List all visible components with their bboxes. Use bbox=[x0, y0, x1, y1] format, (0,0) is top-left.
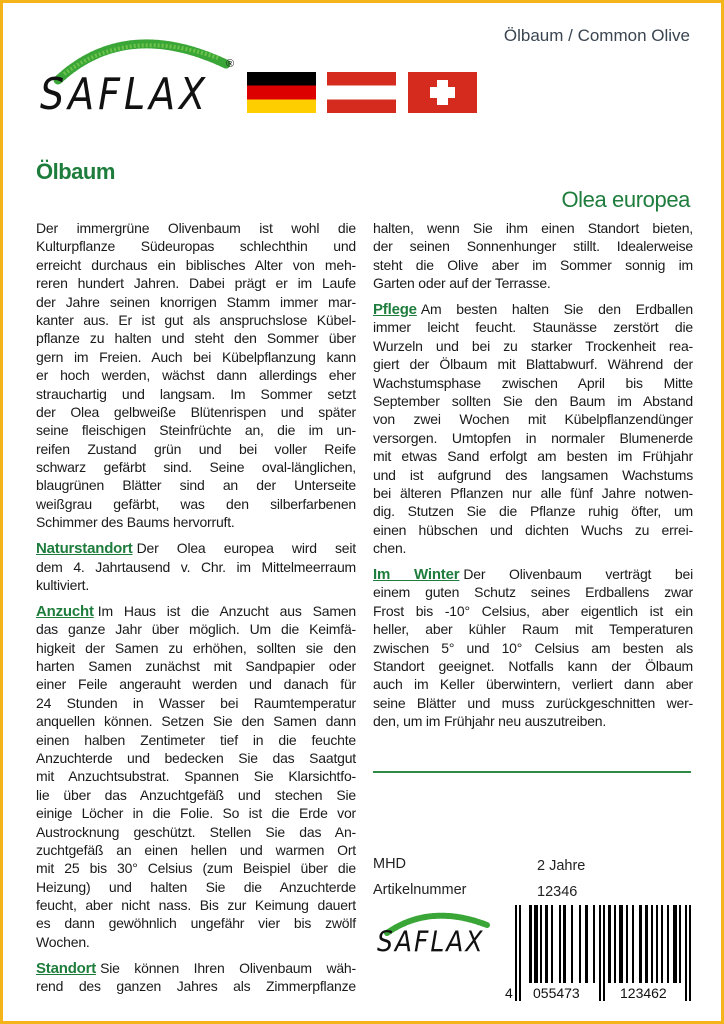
text-line bbox=[36, 859, 356, 877]
line-text: schwarz gefärbt sind. Seine oval-länglichen, bbox=[36, 459, 356, 476]
line-text: von zwei Wochen mit Kübelpflanzendünger bbox=[373, 411, 693, 428]
barcode-bar bbox=[545, 905, 548, 983]
text-line bbox=[36, 576, 356, 594]
text-line bbox=[36, 767, 356, 785]
line-text: Im Haus ist die Anzucht aus Samen bbox=[97, 602, 356, 619]
line-text: weißgrau gefärbt, was den silberfarbenen bbox=[36, 495, 356, 512]
switzerland-flag-icon bbox=[408, 72, 477, 113]
text-line bbox=[36, 657, 356, 675]
line-text: einige Löcher in die Folie. So ist die Erde vor bbox=[36, 805, 356, 822]
austria-flag-icon bbox=[327, 72, 396, 113]
line-text: pflanze zu halten und steht den Sommer über bbox=[36, 330, 356, 347]
text-line bbox=[36, 878, 356, 896]
text-line bbox=[36, 495, 356, 513]
text-line bbox=[373, 602, 693, 620]
text-line bbox=[373, 410, 693, 428]
text-line bbox=[36, 914, 356, 932]
line-text: higkeit der Samen zu erhöhen, sollten sie den bbox=[36, 639, 356, 656]
line-text: Kulturpflanze Südeuropas schlechthin und bbox=[36, 238, 356, 255]
line-text: immer leicht feucht. Staunässe zerstört die bbox=[373, 319, 693, 336]
line-text: Wochen. bbox=[36, 933, 90, 950]
line-text: Der Olivenbaum verträgt bei bbox=[463, 566, 693, 583]
text-line bbox=[36, 403, 356, 421]
mhd-label: MHD bbox=[373, 856, 407, 872]
line-text: Wurzeln und bei zu starker Trockenheit rea- bbox=[373, 337, 693, 354]
line-text: seine fleischigen Steinfrüchte an, die im un- bbox=[36, 422, 356, 439]
line-text: halten, wenn Sie ihm einen Standort bieten, bbox=[373, 220, 693, 236]
barcode-bar bbox=[529, 905, 532, 983]
text-line bbox=[36, 749, 356, 767]
barcode-first-digit: 4 bbox=[505, 985, 513, 1001]
section-pflege bbox=[373, 300, 693, 557]
line-text: Garten oder auf der Terrasse. bbox=[373, 275, 551, 292]
text-line bbox=[373, 355, 693, 373]
barcode-bar bbox=[540, 905, 542, 983]
line-text: steht die Olive aber im Sommer sonnig im bbox=[373, 256, 693, 273]
line-text: reifen Zustand grün und bei voller Reife bbox=[36, 440, 356, 457]
line-text: und ist aufgrund des langsamen Wachstums bbox=[373, 466, 693, 483]
text-line bbox=[36, 329, 356, 347]
line-text: mit Anzuchtsubstrat. Spannen Sie Klarsichtfo- bbox=[36, 768, 356, 785]
right-column bbox=[373, 219, 693, 738]
text-line bbox=[373, 447, 693, 465]
line-text: Austrocknung geschützt. Stellen Sie das An- bbox=[36, 823, 356, 840]
section-intro bbox=[36, 219, 356, 532]
barcode-bar bbox=[673, 905, 677, 983]
text-line bbox=[36, 558, 356, 576]
text-line bbox=[373, 374, 693, 392]
line-text: dig. Stutzen Sie die Pflanze ruhig öfter, um bbox=[373, 503, 693, 520]
text-line bbox=[36, 602, 356, 620]
text-line bbox=[36, 311, 356, 329]
line-text: Heizung) und halten Sie die Anzuchterde bbox=[36, 878, 356, 895]
barcode-bar bbox=[579, 905, 581, 983]
barcode-bar bbox=[656, 905, 658, 983]
text-line bbox=[36, 675, 356, 693]
barcode-bar bbox=[593, 905, 595, 983]
text-line bbox=[36, 841, 356, 859]
text-line bbox=[36, 823, 356, 841]
text-line bbox=[373, 318, 693, 336]
text-line bbox=[36, 804, 356, 822]
text-line bbox=[373, 565, 693, 583]
line-text: erreicht durchaus ein biblisches Alter von meh- bbox=[36, 256, 356, 273]
barcode-bar bbox=[689, 905, 691, 1001]
barcode-bar bbox=[559, 905, 561, 983]
barcode-bar bbox=[585, 905, 588, 983]
text-line bbox=[373, 675, 693, 693]
barcode-bar bbox=[685, 905, 687, 1001]
text-line bbox=[36, 513, 356, 531]
text-line bbox=[373, 237, 693, 255]
line-text: einem guten Schutz seines Erdballens zwar bbox=[373, 584, 693, 601]
text-line bbox=[36, 786, 356, 804]
article-value: 12346 bbox=[537, 884, 578, 900]
text-line bbox=[36, 458, 356, 476]
line-text: bei älteren Pflanzen nur alle fünf Jahre notwen- bbox=[373, 484, 693, 501]
text-line bbox=[36, 348, 356, 366]
line-text: feucht, aber nicht nass. Bis zur Keimung dauert bbox=[36, 897, 356, 914]
line-text: seine Blätter und muss zurückgeschnitten wer- bbox=[373, 694, 693, 711]
line-text: der Olea gelbweiße Blütenrispen und später bbox=[36, 403, 356, 420]
text-line bbox=[373, 657, 693, 675]
line-text: mit 25 bis 30° Celsius (zum Beispiel über die bbox=[36, 860, 356, 877]
text-line bbox=[36, 366, 356, 384]
barcode-bar bbox=[608, 905, 611, 983]
barcode-bar bbox=[661, 905, 663, 983]
line-text: er hoch werden, wächst dann allerdings eher bbox=[36, 367, 356, 384]
text-line bbox=[36, 385, 356, 403]
brand-wordmark: SAFLAX bbox=[40, 68, 210, 120]
text-line bbox=[373, 300, 693, 318]
line-text: lie über das Anzuchtgefäß und stechen Sie bbox=[36, 786, 356, 803]
line-text: gern im Freien. Auch bei Kübelpflanzung kann bbox=[36, 348, 356, 365]
barcode-bar bbox=[651, 905, 653, 983]
line-text: Der Olea europea wird seit bbox=[136, 540, 356, 557]
text-line bbox=[373, 429, 693, 447]
text-line bbox=[36, 977, 356, 995]
text-line bbox=[373, 484, 693, 502]
text-line bbox=[373, 337, 693, 355]
barcode-bar bbox=[619, 905, 623, 983]
section-standort bbox=[36, 959, 356, 996]
line-text: einen hübschen und dichten Wuchs zu errei- bbox=[373, 521, 693, 538]
text-line bbox=[373, 639, 693, 657]
text-line bbox=[36, 293, 356, 311]
line-text: giert der Ölbaum mit Blattabwurf. Während der bbox=[373, 356, 693, 373]
line-text: mit etwas Sand erfolgt am besten im Frühjahr bbox=[373, 448, 693, 465]
barcode-bars bbox=[515, 905, 691, 983]
barcode-bar bbox=[639, 905, 642, 983]
text-line bbox=[373, 583, 693, 601]
barcode-bar bbox=[551, 905, 553, 983]
line-text: zwischen 5° und 10° Celsius am besten als bbox=[373, 639, 693, 656]
line-text: chen. bbox=[373, 540, 407, 557]
line-text: heller, aber kühler Raum mit Temperaturen bbox=[373, 621, 693, 638]
line-text: 24 Stunden in Wasser bei Raumtemperatur bbox=[36, 694, 356, 711]
saflax-logo bbox=[36, 22, 236, 122]
germany-flag-icon bbox=[247, 72, 316, 113]
line-text: anquellen können. Setzen Sie den Samen dann bbox=[36, 713, 356, 730]
text-line bbox=[373, 521, 693, 539]
plant-name: Ölbaum bbox=[36, 159, 115, 184]
line-text: Am besten halten Sie den Erdballen bbox=[420, 301, 693, 318]
section-anzucht bbox=[36, 602, 356, 951]
section-intro bbox=[373, 219, 693, 293]
text-line bbox=[36, 440, 356, 458]
line-text: der Jahre seinen knorrigen Stamm immer mar- bbox=[36, 293, 356, 310]
barcode-bar bbox=[614, 905, 616, 983]
text-line bbox=[373, 712, 693, 730]
barcode-bar bbox=[679, 905, 681, 983]
text-line bbox=[373, 539, 693, 557]
text-line bbox=[36, 896, 356, 914]
text-line bbox=[373, 219, 693, 237]
text-line bbox=[36, 219, 356, 237]
line-text: strauchartig und langsam. Im Sommer setzt bbox=[36, 385, 356, 402]
line-text: der seinen Sonnenhunger stillt. Idealerweise bbox=[373, 238, 693, 255]
line-text: versorgen. Umtopfen in normaler Blumenerde bbox=[373, 429, 693, 446]
text-line bbox=[36, 933, 356, 951]
article-label: Artikelnummer bbox=[373, 882, 467, 898]
line-text: es dann gewöhnlich ungefähr vier bis zwölf bbox=[36, 915, 356, 932]
text-line bbox=[36, 539, 356, 557]
line-text: reren hundert Jahren. Dabei prägt er im Laufe bbox=[36, 275, 356, 292]
line-text: Wachstumsphase zwischen April bis Mitte bbox=[373, 374, 693, 391]
barcode-bar bbox=[534, 905, 538, 983]
line-text: kanter aus. Er ist gut als anspruchslose Kübel- bbox=[36, 311, 356, 328]
barcode-left-digits: 055473 bbox=[533, 985, 580, 1001]
line-text: blaugrünen Blätter sind an der Unterseite bbox=[36, 477, 356, 494]
mhd-value: 2 Jahre bbox=[537, 858, 586, 874]
line-text: Frost bis -10° Celsius, aber eigentlich ist ein bbox=[373, 602, 693, 619]
line-text: kultiviert. bbox=[36, 576, 90, 593]
barcode-bar bbox=[626, 905, 628, 983]
section-im-winter bbox=[373, 565, 693, 731]
line-text: dem 4. Jahrtausend v. Chr. im Mittelmeerraum bbox=[36, 558, 356, 575]
line-text: auch im Keller überwintern, verliert dann aber bbox=[373, 676, 693, 693]
barcode-bar bbox=[599, 905, 601, 1001]
text-line bbox=[36, 476, 356, 494]
barcode-right-digits: 123462 bbox=[620, 985, 667, 1001]
line-text: einer Feile angerauht werden und danach für bbox=[36, 676, 356, 693]
barcode-bar bbox=[603, 905, 605, 1001]
footer-saflax-logo bbox=[375, 905, 500, 970]
latin-name: Olea europea bbox=[561, 187, 690, 212]
line-text: einen halben Zentimeter tief in die feuchte bbox=[36, 731, 356, 748]
section-heading: Anzucht bbox=[36, 602, 94, 620]
barcode-bar bbox=[645, 905, 648, 983]
line-text: zuchtgefäß an einen hellen und warmen Ort bbox=[36, 841, 356, 858]
text-line bbox=[36, 712, 356, 730]
line-text: Sie können Ihren Olivenbaum wäh- bbox=[100, 959, 356, 976]
text-line bbox=[373, 466, 693, 484]
left-column bbox=[36, 219, 356, 1003]
section-heading: Naturstandort bbox=[36, 540, 133, 558]
text-line bbox=[36, 256, 356, 274]
header-title: Ölbaum / Common Olive bbox=[503, 26, 690, 45]
barcode-bar bbox=[519, 905, 521, 1001]
line-text: den, um im Frühjahr neu auszutreiben. bbox=[373, 713, 607, 730]
text-line bbox=[373, 620, 693, 638]
line-text: Standort geeignet. Notfalls kann der Ölbaum bbox=[373, 657, 693, 674]
text-line bbox=[36, 237, 356, 255]
barcode-bar bbox=[571, 905, 573, 983]
barcode bbox=[505, 905, 695, 1005]
barcode-bar bbox=[563, 905, 566, 983]
line-text: Schimmer des Baums hervorruft. bbox=[36, 514, 235, 531]
barcode-bar bbox=[515, 905, 517, 1001]
text-line bbox=[373, 694, 693, 712]
section-heading: Im Winter bbox=[373, 566, 460, 584]
line-text: rend des ganzen Jahres als Zimmerpflanze bbox=[36, 978, 356, 995]
section-naturstandort bbox=[36, 539, 356, 594]
text-line bbox=[36, 639, 356, 657]
section-heading: Standort bbox=[36, 959, 97, 977]
barcode-bar bbox=[632, 905, 634, 983]
text-line bbox=[36, 421, 356, 439]
text-line bbox=[373, 256, 693, 274]
text-line bbox=[373, 274, 693, 292]
line-text: Der immergrüne Olivenbaum ist wohl die bbox=[36, 220, 356, 236]
barcode-bar bbox=[667, 905, 669, 983]
text-line bbox=[36, 959, 356, 977]
text-line bbox=[36, 620, 356, 638]
line-text: harten Samen zunächst mit Sandpapier oder bbox=[36, 657, 356, 674]
registered-mark: ® bbox=[226, 58, 235, 70]
section-heading: Pflege bbox=[373, 301, 417, 319]
text-line bbox=[36, 274, 356, 292]
text-line bbox=[36, 694, 356, 712]
text-line bbox=[373, 392, 693, 410]
line-text: das ganze Jahr über möglich. Um die Keimfä- bbox=[36, 621, 356, 638]
line-text: September sollten Sie den Baum im Abstand bbox=[373, 393, 693, 410]
footer-brand-wordmark: SAFLAX bbox=[377, 924, 485, 959]
text-line bbox=[373, 502, 693, 520]
text-line bbox=[36, 731, 356, 749]
line-text: Anzuchterde und bedecken Sie das Saatgut bbox=[36, 749, 356, 766]
section-divider bbox=[373, 771, 691, 773]
